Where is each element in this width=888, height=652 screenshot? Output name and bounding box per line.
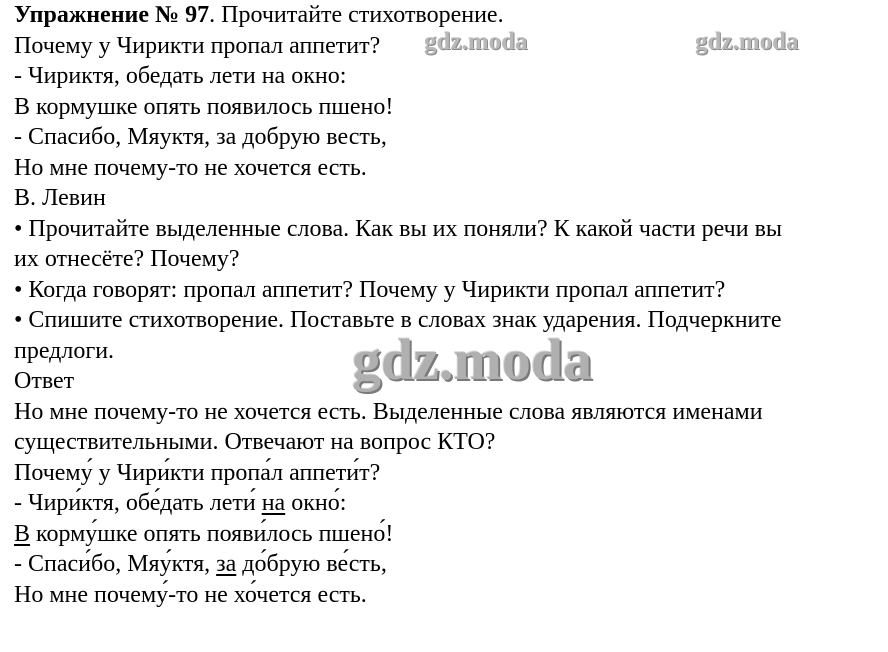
answer-accented-line-1 xyxy=(14,488,880,519)
accent-text: окно́: xyxy=(285,490,347,516)
answer-heading: Ответ xyxy=(14,368,75,394)
answer-accented-title: Почему́ у Чири́кти пропа́л аппети́т? xyxy=(14,459,381,486)
answer-accented-line-4: Но мне почему́-то не хо́чется есть. xyxy=(14,581,367,608)
task-1-line-1: • Прочитайте выделенные слова. Как вы их поняли? К какой части речи вы xyxy=(14,215,783,242)
task-3-line-1: • Спишите стихотворение. Поставьте в словах знак ударения. Подчеркните xyxy=(14,307,782,333)
preposition-underlined: В xyxy=(14,520,31,547)
preposition-underlined: на xyxy=(261,490,286,516)
poem-line-1: - Чириктя, обедать лети на окно: xyxy=(14,63,347,89)
exercise-heading xyxy=(14,0,880,31)
answer-accented-line-3 xyxy=(14,549,880,580)
answer-line-2: существительными. Отвечают на вопрос КТО? xyxy=(14,429,496,455)
accent-text: - Спаси́бо, Мяу́ктя, xyxy=(14,551,217,577)
task-1-line-2: их отнесёте? Почему? xyxy=(14,246,240,272)
exercise-number: Упражнение № 97 xyxy=(14,2,210,28)
preposition-underlined: за xyxy=(216,551,237,577)
accent-text: - Чири́ктя, обе́дать лети́ xyxy=(14,490,262,516)
exercise-page xyxy=(14,0,880,610)
poem-line-3: - Спасибо, Мяуктя, за добрую весть, xyxy=(14,124,387,150)
answer-line-1: Но мне почему-то не хочется есть. Выделенные слова являются именами xyxy=(14,398,763,425)
task-3-line-2: предлоги. xyxy=(14,337,115,364)
poem-line-4: Но мне почему-то не хочется есть. xyxy=(14,154,367,181)
watermark: gdz.moda xyxy=(695,28,799,55)
poem-author: В. Левин xyxy=(14,185,106,211)
accent-text: корму́шке опять появи́лось пшено́! xyxy=(30,520,394,547)
poem-title-question: Почему у Чирикти пропал аппетит? xyxy=(14,32,381,59)
accent-text: до́брую ве́сть, xyxy=(236,551,387,577)
answer-accented-line-2 xyxy=(14,519,880,550)
task-2: • Когда говорят: пропал аппетит? Почему у Чирикти пропал аппетит? xyxy=(14,276,726,303)
watermark: gdz.moda xyxy=(352,327,593,392)
exercise-instruction: . Прочитайте стихотворение. xyxy=(209,2,504,28)
poem-line-2: В кормушке опять появилось пшено! xyxy=(14,93,394,120)
watermark: gdz.moda xyxy=(424,28,528,55)
